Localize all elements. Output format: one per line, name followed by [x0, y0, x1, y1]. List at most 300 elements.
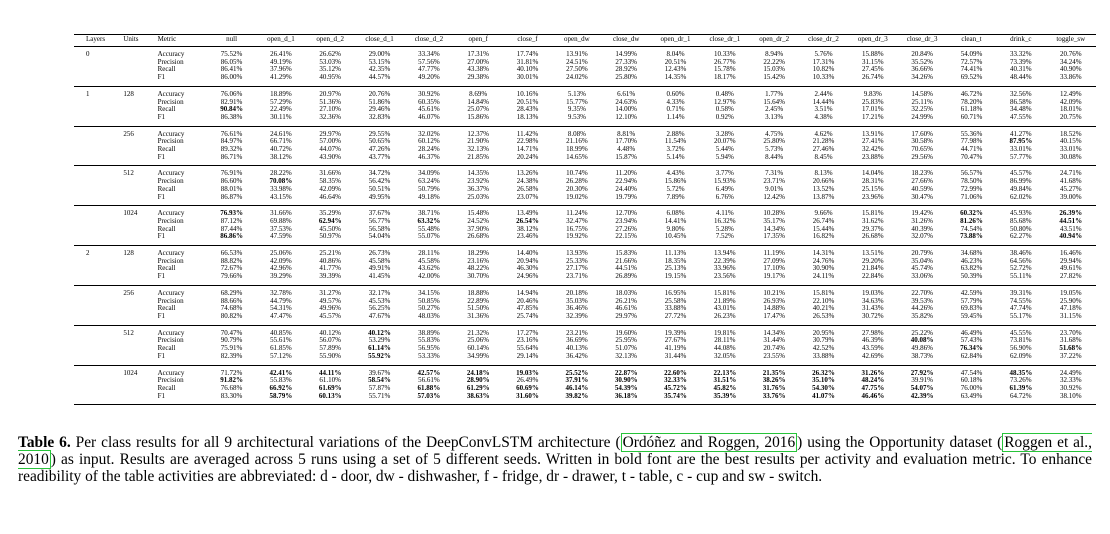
value-cell: 57.56% — [418, 57, 440, 66]
metric-cell: Recall — [157, 344, 176, 353]
value-cell: 19.42% — [898, 206, 947, 218]
value-cell: 75.52% — [220, 50, 243, 58]
table-row — [74, 246, 1096, 258]
value-cell: 38.12% — [516, 224, 539, 233]
value-cell: 14.35% — [454, 166, 503, 178]
units-cell — [122, 154, 156, 166]
value-cell: 56.95% — [418, 344, 440, 353]
best-value: 54.39% — [614, 383, 638, 392]
value-cell: 34.15% — [404, 285, 453, 297]
value-cell: 14.04% — [848, 166, 897, 178]
value-cell: 86.71% — [220, 152, 243, 161]
column-header: drink_c — [996, 35, 1045, 47]
value-cell: 11.42% — [503, 126, 552, 138]
value-cell: 29.55% — [355, 126, 404, 138]
value-cell: 33.88% — [664, 304, 687, 313]
value-cell: 57.89% — [319, 344, 342, 353]
value-cell: 4.33% — [666, 97, 685, 106]
value-cell: 26.73% — [355, 246, 404, 258]
value-cell: 29.97% — [615, 311, 637, 320]
value-cell: 35.12% — [319, 65, 342, 74]
best-value: 21.35% — [762, 368, 786, 377]
layers-cell: 2 — [74, 246, 122, 258]
value-cell: 9.66% — [799, 206, 848, 218]
value-cell: 15.03% — [763, 65, 785, 74]
value-cell: 34.24% — [1059, 57, 1082, 66]
value-cell: 15.86% — [467, 112, 489, 121]
value-cell: 27.45% — [862, 65, 884, 74]
value-cell: 46.72% — [947, 86, 996, 98]
value-cell: 2.44% — [799, 86, 848, 98]
citation-link[interactable]: Roggen et al., 2010 — [18, 434, 1092, 469]
best-value: 41.07% — [812, 391, 835, 400]
value-cell: 26.53% — [812, 311, 835, 320]
metric-cell: Precision — [157, 216, 184, 225]
layers-cell — [74, 66, 122, 74]
value-cell: 56.58% — [368, 224, 391, 233]
value-cell: 43.59% — [862, 344, 884, 353]
value-cell: 47.85% — [516, 304, 539, 313]
value-cell: 24.11% — [812, 272, 835, 281]
value-cell: 31.15% — [1059, 311, 1082, 320]
value-cell: 20.97% — [306, 86, 355, 98]
value-cell: 33.86% — [1059, 73, 1082, 82]
results-table — [74, 34, 1096, 405]
best-value: 36.18% — [614, 391, 638, 400]
layers-cell — [74, 385, 122, 393]
value-cell: 8.45% — [814, 152, 833, 161]
best-value: 60.69% — [516, 383, 539, 392]
value-cell: 66.53% — [207, 246, 256, 258]
layers-cell — [74, 106, 122, 114]
value-cell: 14.94% — [503, 285, 552, 297]
value-cell: 36.46% — [566, 304, 588, 313]
layers-cell — [74, 325, 122, 337]
best-value: 61.69% — [318, 383, 342, 392]
best-value: 31.76% — [762, 383, 786, 392]
metric-cell: F1 — [157, 272, 165, 281]
metric-cell: Recall — [157, 184, 176, 193]
table-row — [74, 86, 1096, 98]
value-cell: 70.47% — [960, 152, 983, 161]
column-header: close_d_2 — [404, 35, 453, 47]
value-cell: 20.51% — [664, 57, 687, 66]
value-cell — [700, 393, 749, 405]
best-value: 35.39% — [713, 391, 737, 400]
value-cell: 25.15% — [862, 184, 884, 193]
value-cell: 14.34% — [750, 325, 799, 337]
value-cell: 12.10% — [615, 112, 637, 121]
value-cell: 25.22% — [898, 325, 947, 337]
value-cell: 54.04% — [368, 232, 391, 241]
value-cell: 0.92% — [715, 112, 734, 121]
caption-text: Per class results for all 9 architectural variations of the DeepConvLSTM architecture ( — [70, 434, 621, 451]
value-cell: 44.07% — [319, 145, 342, 154]
value-cell: 0.71% — [666, 105, 685, 114]
value-cell: 46.23% — [960, 256, 983, 265]
value-cell: 13.49% — [503, 206, 552, 218]
value-cell: 18.01% — [1059, 105, 1082, 114]
value-cell: 37.90% — [467, 224, 489, 233]
units-cell: 512 — [122, 166, 156, 178]
value-cell: 15.44% — [812, 224, 835, 233]
value-cell: 22.70% — [898, 285, 947, 297]
value-cell: 43.62% — [418, 264, 440, 273]
column-header: close_d_1 — [355, 35, 404, 47]
value-cell: 31.62% — [862, 216, 884, 225]
value-cell: 62.27% — [1010, 232, 1032, 241]
value-cell: 17.27% — [503, 325, 552, 337]
best-value: 60.13% — [318, 391, 342, 400]
value-cell: 24.38% — [516, 177, 539, 186]
value-cell: 34.68% — [947, 246, 996, 258]
best-value: 45.82% — [713, 383, 737, 392]
value-cell: 15.64% — [763, 97, 785, 106]
value-cell: 5.14% — [666, 152, 685, 161]
value-cell: 45.74% — [911, 264, 933, 273]
value-cell: 39.31% — [996, 285, 1045, 297]
metric-cell: Precision — [157, 177, 184, 186]
value-cell: 3.72% — [666, 145, 685, 154]
caption-text: ) as input. Results are averaged across 5 runs using a set of 5 different seeds. Written in bold font are the best results per activity and evaluation metric. To enhance readibility of the table activities are abbreviated: d - door, dw - dishwasher, f - fridge, dr - drawer, t - table, c - cup and sw - switch. — [18, 451, 1092, 486]
value-cell: 20.75% — [1059, 112, 1082, 121]
value-cell: 30.72% — [862, 311, 884, 320]
value-cell: 42.00% — [418, 272, 440, 281]
value-cell: 54.09% — [960, 50, 983, 58]
value-cell: 19.79% — [615, 192, 637, 201]
value-cell: 21.28% — [812, 137, 835, 146]
value-cell: 18.89% — [256, 86, 305, 98]
best-value: 44.51% — [1059, 216, 1083, 225]
value-cell: 20.30% — [566, 184, 588, 193]
value-cell: 31.36% — [467, 311, 489, 320]
value-cell: 44.26% — [911, 304, 933, 313]
value-cell: 70.47% — [207, 325, 256, 337]
value-cell: 38.46% — [996, 246, 1045, 258]
value-cell: 47.54% — [947, 365, 996, 377]
value-cell: 19.05% — [1045, 285, 1096, 297]
value-cell: 88.66% — [220, 296, 243, 305]
value-cell: 6.76% — [715, 192, 734, 201]
value-cell: 50.27% — [418, 304, 440, 313]
value-cell: 49.95% — [368, 192, 391, 201]
value-cell — [503, 393, 552, 405]
value-cell: 82.39% — [220, 351, 243, 360]
value-cell: 33.34% — [418, 50, 440, 58]
value-cell: 35.03% — [566, 296, 588, 305]
value-cell: 47.26% — [368, 145, 391, 154]
value-cell: 30.70% — [467, 272, 489, 281]
value-cell: 69.88% — [270, 216, 292, 225]
value-cell: 21.84% — [862, 264, 884, 273]
value-cell: 5.13% — [552, 86, 601, 98]
value-cell: 50.79% — [418, 184, 440, 193]
value-cell: 26.21% — [615, 296, 637, 305]
value-cell: 21.85% — [467, 152, 489, 161]
best-value: 31.51% — [713, 376, 737, 385]
value-cell: 26.68% — [862, 232, 884, 241]
column-header: open_dr_2 — [750, 35, 799, 47]
value-cell: 41.68% — [1059, 177, 1082, 186]
value-cell: 43.77% — [368, 152, 391, 161]
best-value: 46.14% — [565, 383, 589, 392]
value-cell: 12.70% — [602, 206, 651, 218]
layers-cell: 1 — [74, 86, 122, 98]
value-cell: 12.42% — [763, 192, 785, 201]
value-cell: 20.95% — [799, 325, 848, 337]
units-cell — [122, 218, 156, 226]
units-cell — [122, 47, 156, 59]
value-cell: 34.09% — [404, 166, 453, 178]
value-cell: 50.39% — [960, 272, 983, 281]
column-header: close_dw — [602, 35, 651, 47]
value-cell: 50.85% — [418, 296, 440, 305]
metric-cell: Accuracy — [157, 206, 207, 218]
value-cell: 27.46% — [812, 145, 835, 154]
value-cell: 19.39% — [651, 325, 700, 337]
best-value: 42.57% — [417, 368, 441, 377]
column-header: close_dr_1 — [700, 35, 749, 47]
value-cell: 34.99% — [467, 351, 489, 360]
metric-cell: Precision — [157, 296, 184, 305]
value-cell: 21.16% — [566, 137, 588, 146]
value-cell: 17.31% — [812, 57, 835, 66]
value-cell: 44.08% — [714, 344, 736, 353]
value-cell: 76.00% — [960, 383, 983, 392]
value-cell: 26.62% — [319, 50, 342, 58]
value-cell: 15.87% — [615, 152, 637, 161]
units-cell — [122, 226, 156, 234]
value-cell: 5.28% — [715, 224, 734, 233]
table-header — [74, 35, 1096, 47]
value-cell: 33.96% — [714, 264, 736, 273]
value-cell: 47.47% — [270, 311, 292, 320]
value-cell — [602, 393, 651, 405]
layers-cell — [74, 273, 122, 285]
units-cell — [122, 313, 156, 325]
value-cell: 42.09% — [319, 184, 342, 193]
value-cell: 43.38% — [467, 65, 489, 74]
value-cell: 15.48% — [454, 206, 503, 218]
value-cell: 19.02% — [566, 192, 588, 201]
value-cell: 38.73% — [911, 351, 933, 360]
value-cell: 78.20% — [960, 97, 983, 106]
best-value: 63.32% — [417, 216, 441, 225]
layers-cell — [74, 226, 122, 234]
value-cell: 43.51% — [1059, 224, 1082, 233]
column-header: Layers — [74, 35, 122, 47]
value-cell: 26.41% — [270, 50, 292, 58]
value-cell: 61.18% — [960, 105, 983, 114]
citation-link[interactable]: Ordóñez and Roggen, 2016 — [622, 434, 796, 451]
value-cell: 23.96% — [862, 192, 884, 201]
value-cell: 46.30% — [516, 264, 539, 273]
value-cell: 25.95% — [615, 336, 637, 345]
value-cell: 41.77% — [319, 264, 342, 273]
value-cell: 74.68% — [220, 304, 243, 313]
value-cell: 37.96% — [270, 65, 292, 74]
value-cell: 35.04% — [911, 256, 933, 265]
value-cell: 50.97% — [319, 232, 342, 241]
value-cell: 46.61% — [615, 304, 637, 313]
value-cell: 26.89% — [615, 272, 637, 281]
value-cell: 15.81% — [700, 285, 749, 297]
layers-cell — [74, 345, 122, 353]
layers-cell — [74, 298, 122, 306]
value-cell: 25.33% — [566, 256, 588, 265]
value-cell: 13.26% — [503, 166, 552, 178]
value-cell: 15.78% — [714, 65, 736, 74]
units-cell — [122, 353, 156, 365]
value-cell: 19.15% — [664, 272, 687, 281]
value-cell: 16.75% — [566, 224, 588, 233]
layers-cell — [74, 154, 122, 166]
value-cell: 29.37% — [862, 224, 884, 233]
best-value: 55.92% — [368, 351, 391, 360]
value-cell: 17.74% — [516, 50, 539, 58]
value-cell: 7.31% — [750, 166, 799, 178]
value-cell: 55.71% — [355, 393, 404, 405]
value-cell: 50.65% — [368, 137, 391, 146]
value-cell: 9.80% — [666, 224, 685, 233]
layers-cell — [74, 305, 122, 313]
value-cell: 30.79% — [812, 336, 835, 345]
value-cell: 45.58% — [368, 256, 391, 265]
value-cell: 0.60% — [651, 86, 700, 98]
value-cell: 19.17% — [763, 272, 785, 281]
value-cell: 27.00% — [467, 57, 489, 66]
value-cell: 55.64% — [516, 344, 539, 353]
value-cell: 50.51% — [368, 184, 391, 193]
value-cell: 27.50% — [566, 65, 588, 74]
value-cell: 38.89% — [404, 325, 453, 337]
value-cell: 31.26% — [911, 216, 933, 225]
value-cell: 48.22% — [467, 264, 489, 273]
units-cell — [122, 106, 156, 114]
value-cell: 32.83% — [368, 112, 391, 121]
table-row — [74, 285, 1096, 297]
value-cell: 27.67% — [664, 336, 687, 345]
value-cell: 39.67% — [355, 365, 404, 377]
best-value: 26.54% — [516, 216, 539, 225]
best-value: 58.79% — [269, 391, 293, 400]
column-header: toggle_sw — [1045, 35, 1096, 47]
value-cell: 5.94% — [715, 152, 734, 161]
units-cell: 1024 — [122, 206, 156, 218]
value-cell: 20.07% — [714, 137, 736, 146]
units-cell — [122, 258, 156, 266]
value-cell: 62.02% — [1010, 192, 1032, 201]
value-cell: 25.58% — [664, 296, 687, 305]
value-cell: 14.65% — [566, 152, 588, 161]
table-row — [74, 74, 1096, 86]
metric-cell: Recall — [157, 304, 176, 313]
metric-cell: Accuracy — [157, 365, 207, 377]
value-cell: 15.88% — [862, 50, 884, 58]
value-cell — [454, 393, 503, 405]
best-value: 35.74% — [664, 391, 687, 400]
value-cell: 33.06% — [911, 272, 933, 281]
best-value: 45.72% — [664, 383, 687, 392]
value-cell: 17.70% — [615, 137, 637, 146]
units-cell — [122, 273, 156, 285]
best-value: 61.29% — [466, 383, 490, 392]
value-cell: 68.29% — [207, 285, 256, 297]
value-cell: 30.08% — [1059, 152, 1082, 161]
units-cell — [122, 337, 156, 345]
layers-cell — [74, 59, 122, 67]
best-value: 32.33% — [664, 376, 687, 385]
value-cell: 28.11% — [714, 336, 736, 345]
value-cell: 51.36% — [319, 97, 342, 106]
value-cell: 76.06% — [207, 86, 256, 98]
value-cell: 24.99% — [911, 112, 933, 121]
value-cell: 40.21% — [812, 304, 835, 313]
metric-cell: F1 — [157, 192, 165, 201]
value-cell: 32.39% — [566, 311, 588, 320]
value-cell: 24.51% — [566, 57, 588, 66]
value-cell: 51.86% — [368, 97, 391, 106]
value-cell: 22.89% — [467, 296, 489, 305]
value-cell: 49.86% — [911, 344, 933, 353]
best-value: 90.84% — [220, 105, 243, 114]
metric-cell: Recall — [157, 224, 176, 233]
column-header: close_f — [503, 35, 552, 47]
value-cell: 18.17% — [714, 73, 736, 82]
value-cell: 51.07% — [615, 344, 637, 353]
value-cell: 20.79% — [898, 246, 947, 258]
value-cell: 13.91% — [848, 126, 897, 138]
units-cell — [122, 74, 156, 86]
value-cell: 2.45% — [765, 105, 784, 114]
value-cell: 40.13% — [566, 344, 588, 353]
value-cell: 58.35% — [319, 177, 342, 186]
value-cell: 86.05% — [220, 57, 243, 66]
value-cell: 28.11% — [404, 246, 453, 258]
value-cell: 15.93% — [714, 177, 736, 186]
value-cell: 18.88% — [454, 285, 503, 297]
best-value: 31.60% — [516, 391, 539, 400]
value-cell: 24.52% — [467, 216, 489, 225]
value-cell: 21.32% — [454, 325, 503, 337]
value-cell: 46.64% — [319, 192, 342, 201]
value-cell: 25.06% — [256, 246, 305, 258]
value-cell: 40.31% — [1010, 65, 1032, 74]
value-cell: 22.98% — [516, 137, 539, 146]
value-cell: 42.09% — [270, 256, 292, 265]
value-cell: 39.91% — [911, 376, 933, 385]
value-cell: 10.82% — [812, 65, 835, 74]
value-cell: 37.22% — [1059, 351, 1082, 360]
value-cell: 32.05% — [714, 351, 736, 360]
metric-cell: Precision — [157, 137, 184, 146]
table-row — [74, 233, 1096, 245]
value-cell: 22.15% — [615, 232, 637, 241]
best-value: 37.91% — [565, 376, 589, 385]
best-value: 76.34% — [960, 344, 983, 353]
metric-cell: F1 — [157, 351, 165, 360]
value-cell: 40.86% — [319, 256, 342, 265]
value-cell: 38.12% — [270, 152, 292, 161]
best-value: 61.14% — [368, 344, 391, 353]
value-cell: 31.43% — [862, 304, 884, 313]
column-header: open_d_1 — [256, 35, 305, 47]
layers-cell — [74, 166, 122, 178]
metric-cell: F1 — [157, 73, 165, 82]
value-cell: 23.07% — [516, 192, 539, 201]
value-cell: 14.88% — [763, 304, 785, 313]
value-cell: 5.76% — [814, 50, 833, 58]
